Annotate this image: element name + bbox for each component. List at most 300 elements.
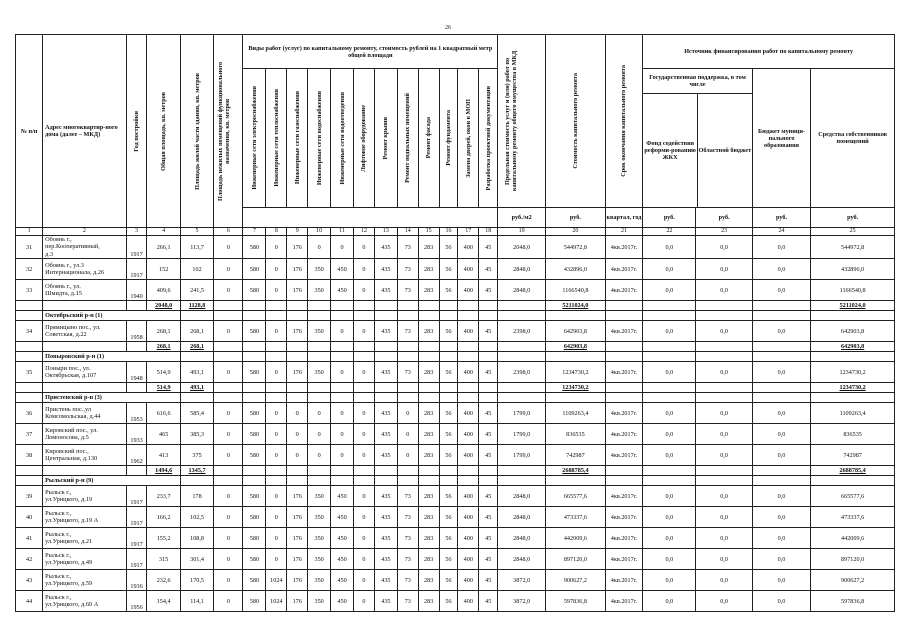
- row-municipal: 0,0: [752, 259, 810, 280]
- row-work-cost: 0: [308, 445, 331, 466]
- subtotal-owners: 5211024,0: [811, 301, 895, 311]
- row-regional: 0,0: [696, 321, 752, 342]
- subtotal-blank: [498, 383, 546, 393]
- address-line: Кировский пос.,: [45, 447, 89, 455]
- address-line: Рыльск г.,: [45, 551, 72, 559]
- district-blank: [458, 476, 479, 486]
- row-work-cost: 0: [308, 236, 331, 259]
- row-nonres-area: 0: [214, 549, 243, 570]
- row-work-cost: 580: [243, 280, 266, 301]
- column-number: 3: [126, 228, 147, 236]
- subtotal-blank: [479, 383, 498, 393]
- district-blank: [354, 476, 375, 486]
- row-work-cost: 350: [308, 570, 331, 591]
- subtotal-blank: [126, 466, 147, 476]
- subtotal-blank: [752, 301, 810, 311]
- district-blank: [243, 352, 266, 362]
- subtotal-blank: [308, 301, 331, 311]
- address-line: Октябрьская, д.107: [45, 372, 97, 380]
- table-row: [16, 259, 895, 280]
- district-name: Поныровский р-н (1): [43, 352, 181, 362]
- header-deadline: Срок окончания капитального ремонта: [620, 65, 628, 177]
- row-work-cost: 45: [479, 362, 498, 383]
- address-line: Обоянь г., ул.3: [45, 261, 84, 269]
- row-owners: 836535: [811, 424, 895, 445]
- row-work-cost: 0: [354, 486, 375, 507]
- row-address: [43, 486, 126, 507]
- row-address: [43, 528, 126, 549]
- row-work-cost: 0: [331, 445, 354, 466]
- subtotal-row: [16, 342, 895, 352]
- row-total-cost: 1109263,4: [546, 403, 605, 424]
- row-work-cost: 73: [397, 259, 418, 280]
- subtotal-blank: [439, 383, 458, 393]
- row-max-cost: 2848,0: [498, 280, 546, 301]
- row-number: 35: [16, 362, 43, 383]
- column-number: 19: [498, 228, 546, 236]
- district-blank: [374, 311, 397, 321]
- district-row: [16, 476, 895, 486]
- page-number: 26: [445, 25, 451, 31]
- row-work-cost: 73: [397, 280, 418, 301]
- row-work-cost: 0: [287, 403, 308, 424]
- district-blank: [605, 476, 643, 486]
- row-work-cost: 350: [308, 507, 331, 528]
- row-work-cost: 176: [287, 259, 308, 280]
- row-work-cost: 0: [308, 403, 331, 424]
- row-total-area: 152: [147, 259, 180, 280]
- district-blank: [287, 476, 308, 486]
- row-total-area: 155,2: [147, 528, 180, 549]
- row-address: [43, 403, 126, 424]
- row-living-area: 375: [180, 445, 213, 466]
- subtotal-blank: [458, 301, 479, 311]
- row-total-area: 233,7: [147, 486, 180, 507]
- subtotal-owners: 642903,8: [811, 342, 895, 352]
- subtotal-blank: [354, 466, 375, 476]
- row-total-area: 514,9: [147, 362, 180, 383]
- district-blank: [397, 476, 418, 486]
- table-row: [16, 403, 895, 424]
- row-total-cost: 665577,6: [546, 486, 605, 507]
- column-number: 23: [696, 228, 752, 236]
- row-work-cost: 45: [479, 445, 498, 466]
- district-blank: [696, 352, 752, 362]
- subtotal-blank: [458, 342, 479, 352]
- table-row: [16, 280, 895, 301]
- row-max-cost: 2848,0: [498, 549, 546, 570]
- row-work-cost: 56: [439, 528, 458, 549]
- row-work-cost: 56: [439, 424, 458, 445]
- subtotal-blank: [16, 342, 43, 352]
- row-max-cost: 1799,0: [498, 403, 546, 424]
- subtotal-living-area: 493,1: [180, 383, 213, 393]
- row-work-cost: 0: [266, 507, 287, 528]
- row-work-cost: 435: [374, 570, 397, 591]
- district-blank: [308, 476, 331, 486]
- subtotal-blank: [287, 301, 308, 311]
- subtotal-blank: [243, 466, 266, 476]
- row-year: 1917: [126, 528, 147, 549]
- row-work-cost: 580: [243, 259, 266, 280]
- district-blank: [243, 311, 266, 321]
- table-row: [16, 570, 895, 591]
- column-number: 11: [331, 228, 354, 236]
- row-work-cost: 350: [308, 280, 331, 301]
- subtotal-blank: [374, 383, 397, 393]
- district-blank: [479, 352, 498, 362]
- row-work-cost: 0: [354, 591, 375, 612]
- subtotal-blank: [418, 301, 439, 311]
- header-work-11: Замена дверей, окон в МОП: [464, 98, 472, 178]
- header-work-2: Инженерные сети теплоснабжения: [272, 89, 280, 187]
- row-total-area: 166,2: [147, 507, 180, 528]
- district-blank: [266, 476, 287, 486]
- table-row: [16, 424, 895, 445]
- subtotal-blank: [43, 383, 126, 393]
- row-work-cost: 45: [479, 403, 498, 424]
- subtotal-blank: [397, 301, 418, 311]
- row-work-cost: 580: [243, 591, 266, 612]
- subtotal-blank: [266, 383, 287, 393]
- subtotal-blank: [354, 301, 375, 311]
- subtotal-blank: [331, 301, 354, 311]
- row-work-cost: 0: [397, 424, 418, 445]
- row-work-cost: 176: [287, 570, 308, 591]
- district-blank: [546, 311, 605, 321]
- row-work-cost: 283: [418, 570, 439, 591]
- header-work-4: Инженерные сети водоснабжения: [315, 90, 323, 186]
- district-blank: [243, 476, 266, 486]
- district-blank: [331, 311, 354, 321]
- row-deadline: 4кв.2017г.: [605, 507, 643, 528]
- subtotal-blank: [696, 342, 752, 352]
- row-work-cost: 283: [418, 321, 439, 342]
- district-blank: [811, 476, 895, 486]
- unit-c21: квартал, год: [605, 208, 643, 228]
- row-deadline: 4кв.2017г.: [605, 591, 643, 612]
- subtotal-blank: [266, 342, 287, 352]
- row-work-cost: 283: [418, 486, 439, 507]
- row-living-area: 102,5: [180, 507, 213, 528]
- row-deadline: 4кв.2017г.: [605, 528, 643, 549]
- district-blank: [752, 393, 810, 403]
- row-living-area: 113,7: [180, 236, 213, 259]
- subtotal-blank: [331, 383, 354, 393]
- row-work-cost: 580: [243, 403, 266, 424]
- district-blank: [498, 393, 546, 403]
- row-total-cost: 897120,0: [546, 549, 605, 570]
- row-work-cost: 56: [439, 259, 458, 280]
- header-work-5: Инженерные сети водоотведения: [338, 91, 346, 185]
- row-address: [43, 445, 126, 466]
- row-work-cost: 176: [287, 362, 308, 383]
- district-blank: [643, 352, 696, 362]
- subtotal-blank: [418, 383, 439, 393]
- district-blank: [752, 476, 810, 486]
- row-work-cost: 580: [243, 424, 266, 445]
- row-work-cost: 283: [418, 424, 439, 445]
- row-work-cost: 1024: [266, 570, 287, 591]
- row-work-cost: 0: [308, 424, 331, 445]
- row-address: [43, 321, 126, 342]
- district-blank: [243, 393, 266, 403]
- district-blank: [331, 393, 354, 403]
- subtotal-blank: [331, 466, 354, 476]
- subtotal-blank: [243, 342, 266, 352]
- row-work-cost: 435: [374, 445, 397, 466]
- row-work-cost: 176: [287, 321, 308, 342]
- address-line: ул.Урицкого, д.19 А: [45, 517, 99, 525]
- row-max-cost: 2848,0: [498, 507, 546, 528]
- row-nonres-area: 0: [214, 259, 243, 280]
- row-work-cost: 400: [458, 236, 479, 259]
- district-blank: [354, 393, 375, 403]
- row-work-cost: 73: [397, 236, 418, 259]
- row-regional: 0,0: [696, 362, 752, 383]
- table-row: [16, 486, 895, 507]
- row-work-cost: 0: [354, 445, 375, 466]
- row-work-cost: 45: [479, 321, 498, 342]
- row-regional: 0,0: [696, 259, 752, 280]
- row-owners: 742987: [811, 445, 895, 466]
- address-line: ул.Урицкого, д.49: [45, 559, 93, 567]
- row-work-cost: 400: [458, 549, 479, 570]
- address-line: Кировский пос., ул.: [45, 426, 98, 434]
- row-work-cost: 435: [374, 591, 397, 612]
- header-work-12: Разработка проектной документации: [484, 85, 492, 191]
- row-work-cost: 56: [439, 280, 458, 301]
- row-nonres-area: 0: [214, 362, 243, 383]
- row-work-cost: 283: [418, 591, 439, 612]
- row-work-cost: 435: [374, 549, 397, 570]
- row-work-cost: 0: [266, 259, 287, 280]
- row-total-area: 465: [147, 424, 180, 445]
- district-blank: [180, 311, 213, 321]
- district-blank: [439, 352, 458, 362]
- row-total-area: 154,4: [147, 591, 180, 612]
- row-max-cost: 1799,0: [498, 445, 546, 466]
- district-blank: [458, 311, 479, 321]
- row-number: 39: [16, 486, 43, 507]
- unit-c20: руб.: [546, 208, 605, 228]
- header-work-6: Лифтовое оборудование: [360, 104, 368, 172]
- header-nonres-area: Площадь нежилых помещений функционального назначения, кв. метров: [217, 61, 232, 201]
- district-blank: [546, 476, 605, 486]
- subtotal-blank: [439, 466, 458, 476]
- row-work-cost: 350: [308, 259, 331, 280]
- subtotal-living-area: 1345,7: [180, 466, 213, 476]
- row-year: 1962: [126, 445, 147, 466]
- row-owners: 1109263,4: [811, 403, 895, 424]
- row-owners: 900627,2: [811, 570, 895, 591]
- row-work-cost: 56: [439, 549, 458, 570]
- row-living-area: 114,1: [180, 591, 213, 612]
- column-number: 14: [397, 228, 418, 236]
- row-living-area: 102: [180, 259, 213, 280]
- row-year: 1953: [126, 403, 147, 424]
- row-work-cost: 450: [331, 570, 354, 591]
- row-living-area: 170,5: [180, 570, 213, 591]
- subtotal-blank: [605, 342, 643, 352]
- row-work-cost: 56: [439, 403, 458, 424]
- row-work-cost: 45: [479, 259, 498, 280]
- row-work-cost: 0: [354, 528, 375, 549]
- row-work-cost: 0: [354, 321, 375, 342]
- row-year: 1948: [126, 362, 147, 383]
- subtotal-blank: [752, 466, 810, 476]
- row-work-cost: 176: [287, 549, 308, 570]
- district-blank: [16, 393, 43, 403]
- unit-c19: руб./м2: [498, 208, 546, 228]
- column-number: 10: [308, 228, 331, 236]
- row-nonres-area: 0: [214, 321, 243, 342]
- row-work-cost: 283: [418, 259, 439, 280]
- row-work-cost: 580: [243, 570, 266, 591]
- row-fund: 0,0: [643, 259, 696, 280]
- row-work-cost: 0: [266, 486, 287, 507]
- header-total-area: Общая площадь, кв. метров: [160, 91, 168, 171]
- header-regional: Областной бюджет: [698, 147, 752, 154]
- district-row: [16, 311, 895, 321]
- subtotal-blank: [498, 301, 546, 311]
- row-work-cost: 73: [397, 362, 418, 383]
- row-work-cost: 400: [458, 280, 479, 301]
- header-year: Год постройки: [133, 110, 141, 152]
- row-owners: 665577,6: [811, 486, 895, 507]
- subtotal-blank: [354, 342, 375, 352]
- column-number: 8: [266, 228, 287, 236]
- address-line: Интернационала, д.26: [45, 269, 105, 277]
- row-total-area: 266,1: [147, 236, 180, 259]
- district-blank: [696, 476, 752, 486]
- district-blank: [439, 393, 458, 403]
- district-blank: [811, 311, 895, 321]
- row-work-cost: 435: [374, 321, 397, 342]
- row-work-cost: 0: [331, 424, 354, 445]
- row-deadline: 4кв.2017г.: [605, 445, 643, 466]
- row-total-cost: 1234730,2: [546, 362, 605, 383]
- row-regional: 0,0: [696, 424, 752, 445]
- subtotal-blank: [643, 301, 696, 311]
- address-line: Рыльск г.,: [45, 488, 72, 496]
- row-deadline: 4кв.2017г.: [605, 549, 643, 570]
- district-blank: [16, 352, 43, 362]
- column-number: 24: [752, 228, 810, 236]
- row-address: [43, 259, 126, 280]
- row-work-cost: 0: [331, 236, 354, 259]
- row-deadline: 4кв.2017г.: [605, 424, 643, 445]
- row-work-cost: 56: [439, 486, 458, 507]
- row-work-cost: 400: [458, 528, 479, 549]
- table-row: [16, 321, 895, 342]
- subtotal-row: [16, 466, 895, 476]
- row-work-cost: 435: [374, 236, 397, 259]
- row-address: [43, 507, 126, 528]
- row-work-cost: 400: [458, 445, 479, 466]
- capital-repair-table: [15, 34, 895, 612]
- column-number: 7: [243, 228, 266, 236]
- address-line: Шмидта, д.15: [45, 290, 82, 298]
- row-deadline: 4кв.2017г.: [605, 280, 643, 301]
- row-work-cost: 580: [243, 549, 266, 570]
- subtotal-blank: [214, 342, 243, 352]
- row-max-cost: 2398,0: [498, 362, 546, 383]
- table-row: [16, 591, 895, 612]
- column-number: 22: [643, 228, 696, 236]
- row-work-cost: 73: [397, 486, 418, 507]
- address-line: ул.Урицкого, д.21: [45, 538, 93, 546]
- district-blank: [811, 352, 895, 362]
- subtotal-owners: 2688785,4: [811, 466, 895, 476]
- row-max-cost: 3872,0: [498, 570, 546, 591]
- column-number: 4: [147, 228, 180, 236]
- header-work-3: Инженерные сети газоснабжения: [293, 91, 301, 185]
- subtotal-blank: [308, 466, 331, 476]
- row-work-cost: 283: [418, 445, 439, 466]
- district-blank: [418, 476, 439, 486]
- column-numbers-row: [16, 228, 895, 236]
- row-work-cost: 435: [374, 528, 397, 549]
- row-living-area: 385,3: [180, 424, 213, 445]
- row-living-area: 301,4: [180, 549, 213, 570]
- row-total-cost: 742987: [546, 445, 605, 466]
- subtotal-total-cost: 2688785,4: [546, 466, 605, 476]
- row-living-area: 241,5: [180, 280, 213, 301]
- row-living-area: 493,1: [180, 362, 213, 383]
- row-owners: 897120,0: [811, 549, 895, 570]
- row-work-cost: 435: [374, 424, 397, 445]
- district-blank: [643, 393, 696, 403]
- row-total-area: 409,6: [147, 280, 180, 301]
- row-municipal: 0,0: [752, 236, 810, 259]
- subtotal-blank: [643, 383, 696, 393]
- row-work-cost: 73: [397, 507, 418, 528]
- row-municipal: 0,0: [752, 424, 810, 445]
- row-deadline: 4кв.2017г.: [605, 362, 643, 383]
- row-total-area: 268,1: [147, 321, 180, 342]
- header-work-9: Ремонт фасада: [425, 117, 433, 159]
- row-work-cost: 0: [354, 403, 375, 424]
- district-blank: [266, 393, 287, 403]
- row-fund: 0,0: [643, 362, 696, 383]
- row-total-area: 315: [147, 549, 180, 570]
- row-total-cost: 473337,6: [546, 507, 605, 528]
- row-fund: 0,0: [643, 528, 696, 549]
- unit-c25: руб.: [811, 208, 895, 228]
- column-number: 21: [605, 228, 643, 236]
- district-blank: [180, 393, 213, 403]
- address-line: Прямицыно пос., ул.: [45, 323, 101, 331]
- district-blank: [546, 352, 605, 362]
- subtotal-blank: [439, 342, 458, 352]
- district-blank: [214, 352, 243, 362]
- row-work-cost: 580: [243, 486, 266, 507]
- address-line: ул.Урицкого, д.19: [45, 496, 93, 504]
- subtotal-blank: [287, 383, 308, 393]
- row-work-cost: 450: [331, 280, 354, 301]
- row-work-cost: 176: [287, 280, 308, 301]
- row-work-cost: 45: [479, 236, 498, 259]
- row-nonres-area: 0: [214, 403, 243, 424]
- row-fund: 0,0: [643, 321, 696, 342]
- row-fund: 0,0: [643, 280, 696, 301]
- column-number: 16: [439, 228, 458, 236]
- table-row: [16, 445, 895, 466]
- subtotal-blank: [643, 342, 696, 352]
- row-fund: 0,0: [643, 570, 696, 591]
- unit-c24: руб.: [752, 208, 810, 228]
